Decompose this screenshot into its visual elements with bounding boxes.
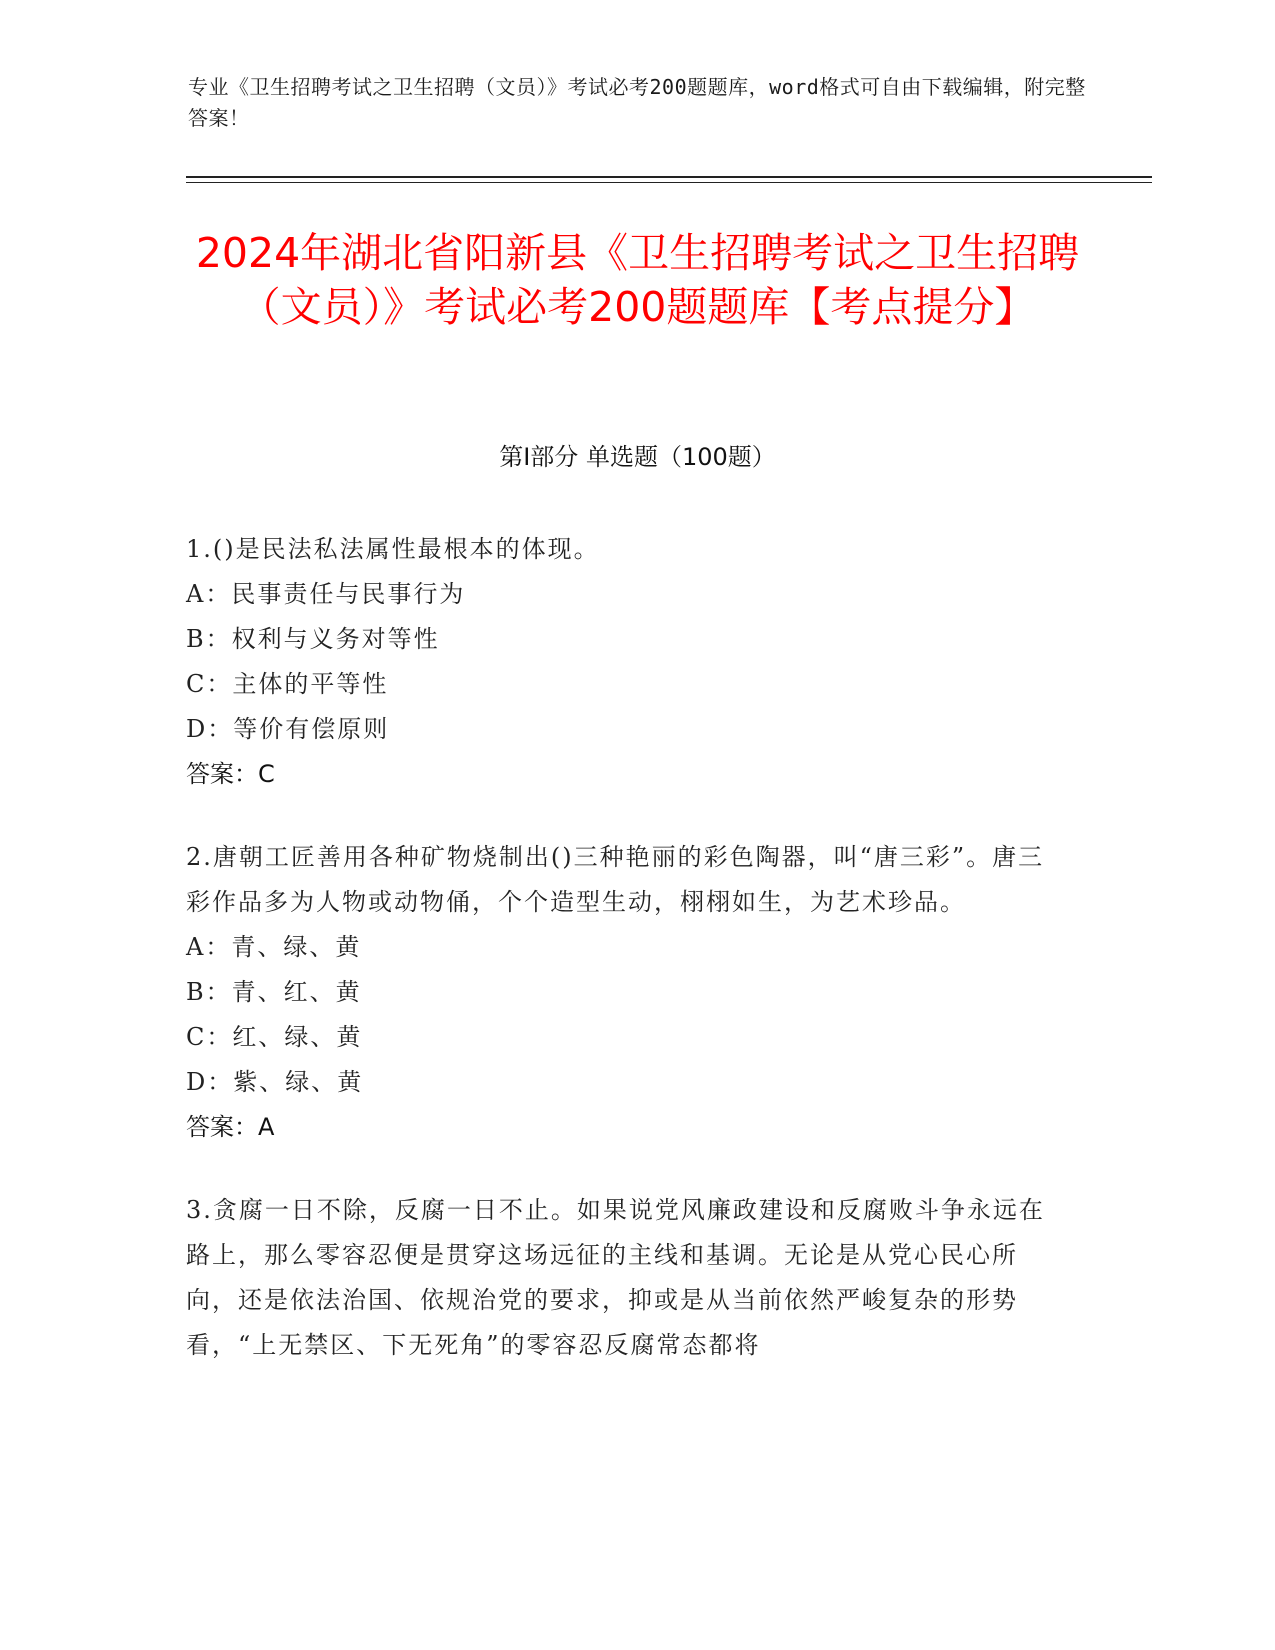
option-a: A：青、绿、黄 (186, 933, 362, 961)
question-text: 2.唐朝工匠善用各种矿物烧制出()三种艳丽的彩色陶器，叫“唐三彩”。唐三彩作品多为人物或动物俑，个个造型生动，栩栩如生，为艺术珍品。 (186, 843, 1045, 916)
question-2 (186, 835, 1066, 1150)
header-divider-thick (186, 176, 1152, 178)
question-3 (186, 1188, 1066, 1368)
question-1 (186, 527, 1066, 797)
answer: 答案：C (186, 760, 275, 788)
option-c: C：红、绿、黄 (186, 1023, 363, 1051)
answer: 答案：A (186, 1113, 275, 1141)
question-text: 3.贪腐一日不除，反腐一日不止。如果说党风廉政建设和反腐败斗争永远在路上，那么零容忍便是贯穿这场远征的主线和基调。无论是从党心民心所向，还是依法治国、依规治党的要求，抑或是从当前依然严峻复杂的形势看，“上无禁区、下无死角”的零容忍反腐常态都将 (186, 1196, 1045, 1359)
document-title: 2024年湖北省阳新县《卫生招聘考试之卫生招聘（文员）》考试必考200题题库【考点提分】 (195, 229, 1080, 331)
option-a: A：民事责任与民事行为 (186, 580, 466, 608)
question-text: 1.()是民法私法属性最根本的体现。 (186, 535, 600, 563)
section-title: 第I部分 单选题（100题） (499, 443, 776, 471)
option-d: D：等价有偿原则 (186, 715, 390, 743)
question-list (186, 527, 1066, 1406)
option-b: B：权利与义务对等性 (186, 625, 440, 653)
option-d: D：紫、绿、黄 (186, 1068, 364, 1096)
header-divider-thin (186, 182, 1152, 183)
option-c: C：主体的平等性 (186, 670, 389, 698)
header-note: 专业《卫生招聘考试之卫生招聘（文员）》考试必考200题题库，word格式可自由下载编辑，附完整答案！ (188, 75, 1086, 130)
option-b: B：青、红、黄 (186, 978, 362, 1006)
